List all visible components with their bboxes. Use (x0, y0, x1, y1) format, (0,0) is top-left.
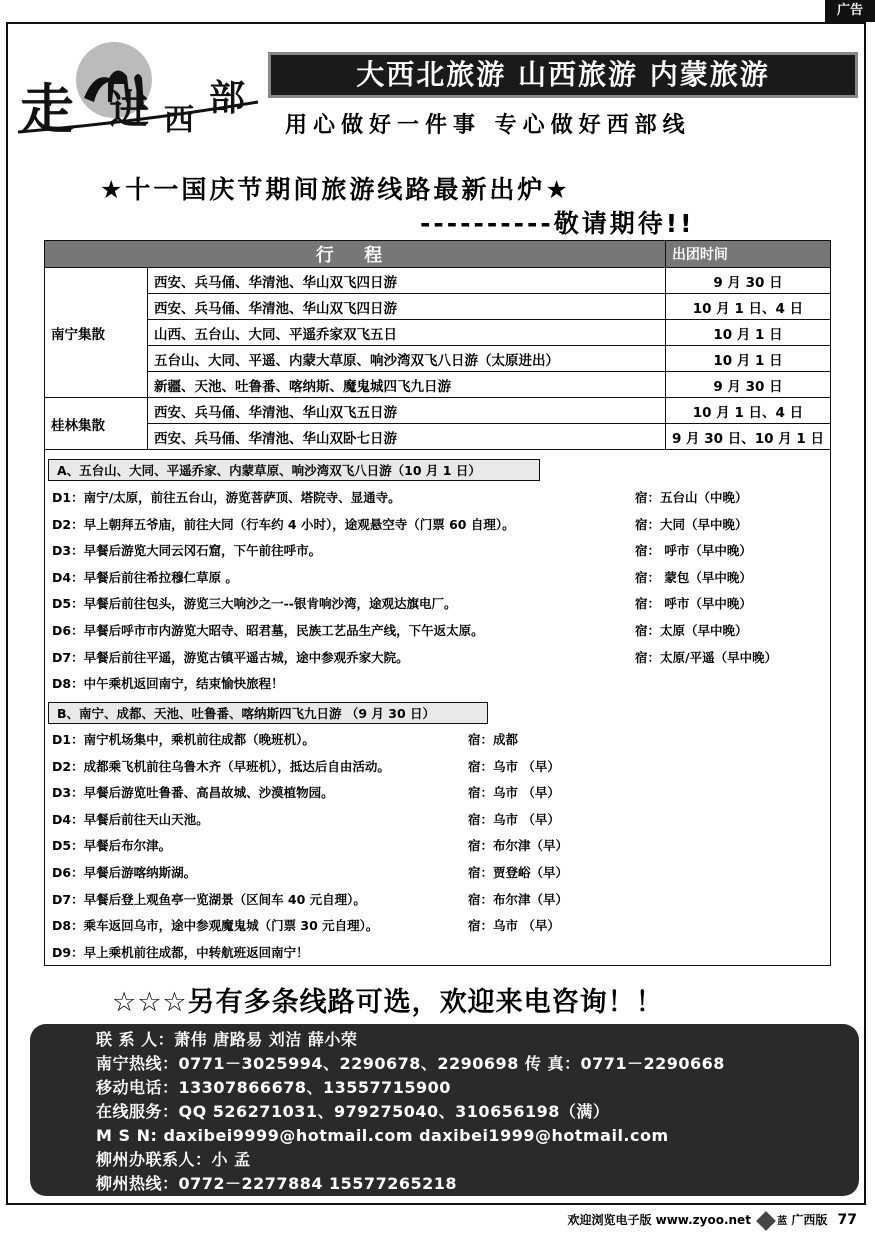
table-header-row (45, 241, 831, 268)
itinerary-day: D9：早上乘机前往成都，中转航班返回南宁！ (52, 944, 309, 960)
svg-text:西: 西 (164, 103, 194, 138)
company-logo (14, 28, 264, 140)
itinerary-stay: 宿： 呼市（早中晚） (635, 543, 752, 559)
itinerary-stay: 宿：布尔津（早） (468, 891, 569, 907)
itinerary-day: D3：早餐后游览大同云冈石窟，下午前往呼市。 (52, 543, 322, 559)
date-cell: 9 月 30 日 (665, 372, 830, 398)
itinerary-day: D7：早餐后前往平遥，游览古镇平遥古城，途中参观乔家大院。 (52, 649, 409, 665)
route-cell: 山西、五台山、大同、平遥乔家双飞五日 (148, 320, 666, 346)
route-cell: 西安、兵马俑、华清池、华山双飞五日游 (148, 398, 666, 424)
section-a-title: A、五台山、大同、平遥乔家、内蒙草原、响沙湾双飞八日游（10 月 1 日） (48, 459, 540, 481)
section-b-title: B、南宁、成都、天池、吐鲁番、喀纳斯四飞九日游 （9 月 30 日） (48, 702, 488, 724)
liuzhou-contact: 柳州办联系人：小 孟 (96, 1150, 251, 1169)
date-cell: 10 月 1 日 (665, 320, 830, 346)
edition-badge-icon (756, 1211, 776, 1231)
itinerary-day: D4：早餐后前往天山天池。 (52, 811, 209, 827)
itinerary-stay: 宿： 呼市（早中晚） (635, 596, 752, 612)
footer-url: 欢迎浏览电子版 www.zyoo.net (567, 1213, 751, 1227)
table-row (45, 346, 831, 372)
headline: ★十一国庆节期间旅游线路最新出炉★ (100, 175, 571, 204)
itinerary-day: D4：早餐后前往希拉穆仁草原 。 (52, 569, 238, 585)
itinerary-stay: 宿：贾登峪（早） (468, 865, 569, 880)
nanning-hotline: 南宁热线：0771－3025994、2290678、2290698 传 真：0771－2290668 (96, 1054, 725, 1073)
header-date: 出团时间 (665, 241, 830, 268)
route-cell: 新疆、天池、吐鲁番、喀纳斯、魔鬼城四飞九日游 (148, 372, 666, 398)
slogan: 用心做好一件事 专心做好西部线 (285, 112, 691, 138)
table-row (45, 268, 831, 294)
page-number: 77 (837, 1212, 857, 1228)
edition-name: 广西版 (791, 1213, 828, 1227)
route-cell: 五台山、大同、平遥、内蒙大草原、响沙湾双飞八日游（太原进出） (148, 346, 666, 372)
itinerary-day: D5：早餐后前往包头，游览三大响沙之一--银肯响沙湾，途观达旗电厂。 (52, 596, 457, 612)
itinerary-stay: 宿：五台山（中晚） (635, 490, 748, 505)
table-row (45, 398, 831, 424)
msn-contact: M S N: daxibei9999@hotmail.com daxibei1999@hotmail.com (96, 1126, 669, 1145)
itinerary-stay: 宿：布尔津（早） (468, 838, 569, 854)
route-cell: 西安、兵马俑、华清池、华山双卧七日游 (148, 424, 666, 450)
itinerary-day: D2：成都乘飞机前往乌鲁木齐（早班机），抵达后自由活动。 (52, 758, 390, 774)
liuzhou-hotline: 柳州热线：0772－2277884 15577265218 (96, 1174, 457, 1193)
itinerary-day: D1：南宁机场集中，乘机前往成都（晚班机）。 (52, 732, 315, 747)
itinerary-day: D7：早餐后登上观鱼亭一览湖景（区间车 40 元自理）。 (52, 891, 366, 907)
page-footer (567, 1211, 857, 1228)
itinerary-stay: 宿：成都 (468, 732, 519, 747)
destination-banner: 大西北旅游 山西旅游 内蒙旅游 (268, 52, 858, 98)
mobile-phone: 移动电话：13307866678、13557715900 (96, 1078, 451, 1097)
edition-badge: 蓝 (777, 1216, 788, 1227)
contact-persons: 联 系 人：萧伟 唐路易 刘洁 薛小荣 (96, 1030, 358, 1049)
itinerary-day: D5：早餐后布尔津。 (52, 838, 172, 854)
itinerary-day: D2：早上朝拜五爷庙，前往大同（行车约 4 小时），途观悬空寺（门票 60 自理）。 (52, 516, 515, 532)
table-row (45, 294, 831, 320)
svg-text:走: 走 (20, 77, 74, 140)
svg-text:进: 进 (109, 86, 149, 133)
itinerary-stay: 宿： 蒙包（早中晚） (635, 569, 752, 585)
more-routes-note: ☆☆☆另有多条线路可选，欢迎来电咨询！！ (112, 987, 664, 1018)
date-cell: 9 月 30 日 (665, 268, 830, 294)
itinerary-day: D8：乘车返回乌市，途中参观魔鬼城（门票 30 元自理）。 (52, 918, 379, 934)
itinerary-stay: 宿：乌市 （早） (468, 758, 560, 774)
table-row (45, 320, 831, 346)
date-cell: 10 月 1 日、4 日 (665, 398, 830, 424)
itinerary-stay: 宿：乌市 （早） (468, 918, 560, 934)
itinerary-day: D6：早餐后游喀纳斯湖。 (52, 865, 197, 880)
itinerary-stay: 宿：大同（早中晚） (635, 516, 748, 532)
schedule-table (44, 240, 831, 450)
online-service: 在线服务：QQ 526271031、979275040、310656198（满） (96, 1102, 610, 1121)
contact-panel (30, 1024, 859, 1196)
itinerary-stay: 宿：乌市 （早） (468, 811, 560, 827)
route-cell: 西安、兵马俑、华清池、华山双飞四日游 (148, 268, 666, 294)
table-row (45, 372, 831, 398)
ad-tag: 广告 (825, 0, 875, 22)
itinerary-stay: 宿：太原（早中晚） (635, 623, 748, 638)
date-cell: 9 月 30 日、10 月 1 日 (665, 424, 830, 450)
header-route: 行 程 (45, 241, 666, 268)
headline-subtitle: ----------敬请期待!! (420, 209, 695, 238)
date-cell: 10 月 1 日、4 日 (665, 294, 830, 320)
group-guilin: 桂林集散 (45, 398, 148, 450)
route-cell: 西安、兵马俑、华清池、华山双飞四日游 (148, 294, 666, 320)
itinerary-day: D1：南宁/太原，前往五台山，游览菩萨顶、塔院寺、显通寺。 (52, 490, 401, 505)
date-cell: 10 月 1 日 (665, 346, 830, 372)
itinerary-day: D6：早餐后呼市市内游览大昭寺、昭君墓，民族工艺品生产线，下午返太原。 (52, 623, 484, 638)
table-row (45, 424, 831, 450)
itinerary-stay: 宿：乌市 （早） (468, 785, 560, 801)
itinerary-day: D8：中午乘机返回南宁，结束愉快旅程！ (52, 676, 284, 692)
svg-text:部: 部 (209, 77, 246, 119)
group-nanning: 南宁集散 (45, 268, 148, 398)
itinerary-stay: 宿：太原/平遥（早中晚） (635, 649, 778, 665)
itinerary-day: D3：早餐后游览吐鲁番、高昌故城、沙漠植物园。 (52, 785, 334, 801)
